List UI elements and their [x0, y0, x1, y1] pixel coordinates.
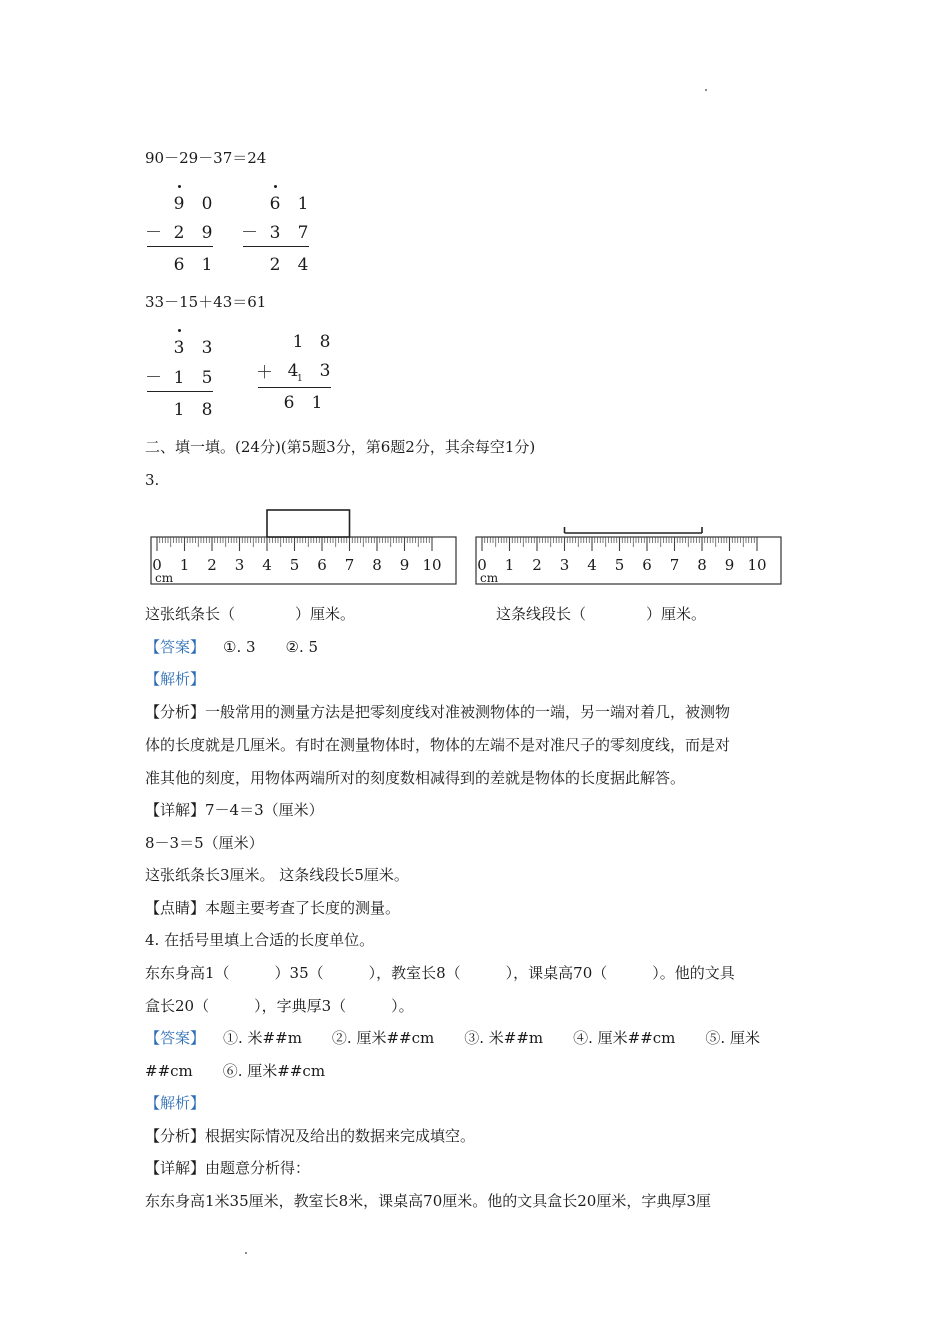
- fenxi-tag: 【分析】: [145, 1127, 206, 1145]
- ruler-body: [151, 537, 456, 584]
- operator: －: [241, 223, 258, 243]
- ruler-tick-label: 7: [344, 556, 355, 574]
- digit: 9: [173, 194, 185, 214]
- q3-fenxi-line-1: [145, 702, 730, 722]
- ruler-tick-label: 6: [317, 556, 327, 574]
- digit: 1: [292, 332, 304, 352]
- scan-speck: [245, 1252, 247, 1254]
- calc-line: [147, 391, 213, 392]
- calc-line: [243, 246, 309, 247]
- line-segment: [565, 527, 703, 533]
- dianjing-text: 本题主要考查了长度的测量。: [205, 899, 401, 917]
- calc-line: [258, 387, 331, 388]
- q3-answer: [145, 637, 318, 657]
- digit: 3: [269, 223, 281, 243]
- ruler-tick-label: 5: [289, 556, 300, 574]
- ruler-tick-label: 0: [477, 556, 487, 574]
- ruler-tick-label: 10: [422, 556, 442, 574]
- detail-tag: 【详解】: [145, 801, 206, 819]
- operator: －: [145, 368, 162, 388]
- digit: 9: [201, 223, 213, 243]
- answer-text: ①. 米##m ②. 厘米##cm ③. 米##m ④. 厘米##cm ⑤. 厘米: [223, 1029, 760, 1047]
- digit: 1: [173, 400, 185, 420]
- digit: 8: [201, 400, 213, 420]
- q3-detail-line-2: 8－3＝5（厘米）: [145, 834, 264, 852]
- q3-detail-line-3: 这张纸条长3厘米。 这条线段长5厘米。: [145, 866, 409, 884]
- vertical-calc-18-plus-43: [255, 323, 335, 423]
- borrow-dot: [274, 185, 277, 188]
- ruler-tick-label: 7: [669, 556, 680, 574]
- q4-fenxi: [145, 1126, 475, 1146]
- borrow-dot: [178, 329, 181, 332]
- q3-fenxi-line-3: 准其他的刻度，用物体两端所对的刻度数相减得到的差就是物体的长度据此解答。: [145, 769, 686, 787]
- digit: 4: [287, 361, 299, 381]
- ruler-tick-label: 3: [559, 556, 570, 574]
- ruler-tick-label: 5: [614, 556, 625, 574]
- detail-text: 7－4＝3（厘米）: [205, 801, 324, 819]
- answer-tag: 【答案】: [145, 638, 206, 656]
- digit: 3: [319, 361, 331, 381]
- vertical-calc-61-minus-37: [240, 180, 320, 280]
- digit: 4: [297, 255, 309, 275]
- q4-answer-line-1: [145, 1028, 760, 1048]
- ruler-tick-label: 2: [207, 556, 217, 574]
- question-4-title: 4. 在括号里填上合适的长度单位。: [145, 931, 375, 949]
- ruler-tick-label: 3: [234, 556, 245, 574]
- digit: 6: [173, 255, 185, 275]
- ruler-tick-label: 1: [179, 556, 190, 574]
- calc-line: [147, 246, 213, 247]
- digit: 1: [297, 194, 309, 214]
- detail-text: 由题意分析得：: [205, 1159, 311, 1177]
- vertical-calc-90-minus-29: [145, 180, 225, 280]
- vertical-calc-33-minus-15: [145, 323, 225, 423]
- carry-digit: 1: [297, 374, 303, 384]
- digit: 5: [201, 368, 213, 388]
- q4-answer-line-2: ##cm ⑥. 厘米##cm: [145, 1062, 326, 1080]
- q3-fenxi-line-2: 体的长度就是几厘米。有时在测量物体时，物体的左端不是对准尺子的零刻度线，而是对: [145, 736, 731, 754]
- question-3-number: 3.: [145, 471, 160, 489]
- equation-1: 90－29－37＝24: [145, 149, 267, 167]
- paper-strip: [267, 510, 350, 537]
- q4-line-1: 东东身高1（ ）35（ ），教室长8（ ），课桌高70（ ）。他的文具: [145, 964, 735, 982]
- paper-strip-length-question: 这张纸条长（ ）厘米。: [145, 605, 356, 623]
- line-segment-length-question: 这条线段长（ ）厘米。: [496, 605, 707, 623]
- digit: 6: [283, 393, 295, 413]
- ruler-tick-label: 2: [532, 556, 542, 574]
- digit: 2: [173, 223, 185, 243]
- ruler-with-line-segment: [475, 505, 785, 585]
- ruler-tick-label: 10: [747, 556, 767, 574]
- section-2-heading: 二、填一填。(24分)(第5题3分，第6题2分，其余每空1分): [145, 438, 536, 456]
- q4-detail-line-2: 东东身高1米35厘米，教室长8米，课桌高70厘米。他的文具盒长20厘米，字典厚3厘: [145, 1192, 711, 1210]
- q3-detail-line-1: [145, 800, 324, 820]
- digit: 7: [297, 223, 309, 243]
- q3-analysis-tag: 【解析】: [145, 670, 206, 688]
- q4-detail-line-1: [145, 1158, 310, 1178]
- ruler-tick-label: 9: [724, 556, 735, 574]
- ruler-tick-label: 8: [697, 556, 707, 574]
- digit: 8: [319, 332, 331, 352]
- ruler-unit-label: cm: [155, 571, 174, 585]
- ruler-tick-label: 4: [587, 556, 597, 574]
- digit: 1: [201, 255, 213, 275]
- ruler-tick-label: 8: [372, 556, 382, 574]
- q4-line-2: 盒长20（ ），字典厚3（ ）。: [145, 997, 414, 1015]
- dianjing-tag: 【点睛】: [145, 899, 206, 917]
- digit: 3: [201, 338, 213, 358]
- digit: 3: [173, 338, 185, 358]
- fenxi-text: 一般常用的测量方法是把零刻度线对准被测物体的一端，另一端对着几，被测物: [205, 703, 731, 721]
- ruler-with-paper-strip: [150, 505, 460, 585]
- digit: 1: [173, 368, 185, 388]
- digit: 1: [311, 393, 323, 413]
- q3-dianjing: [145, 898, 400, 918]
- ruler-unit-label: cm: [480, 571, 499, 585]
- digit: 0: [201, 194, 213, 214]
- borrow-dot: [178, 185, 181, 188]
- ruler-tick-label: 1: [504, 556, 515, 574]
- detail-tag: 【详解】: [145, 1159, 206, 1177]
- scan-speck: [705, 89, 707, 91]
- ruler-body: [476, 537, 781, 584]
- operator: ＋: [256, 363, 273, 383]
- operator: －: [145, 223, 162, 243]
- fenxi-tag: 【分析】: [145, 703, 206, 721]
- equation-2: 33－15＋43＝61: [145, 293, 267, 311]
- digit: 6: [269, 194, 281, 214]
- q4-analysis-tag: 【解析】: [145, 1094, 206, 1112]
- answer-text: ①. 3 ②. 5: [223, 638, 319, 656]
- ruler-tick-label: 9: [399, 556, 410, 574]
- digit: 2: [269, 255, 281, 275]
- answer-tag: 【答案】: [145, 1029, 206, 1047]
- ruler-tick-label: 0: [152, 556, 162, 574]
- fenxi-text: 根据实际情况及给出的数据来完成填空。: [205, 1127, 476, 1145]
- ruler-tick-label: 4: [262, 556, 272, 574]
- ruler-tick-label: 6: [642, 556, 652, 574]
